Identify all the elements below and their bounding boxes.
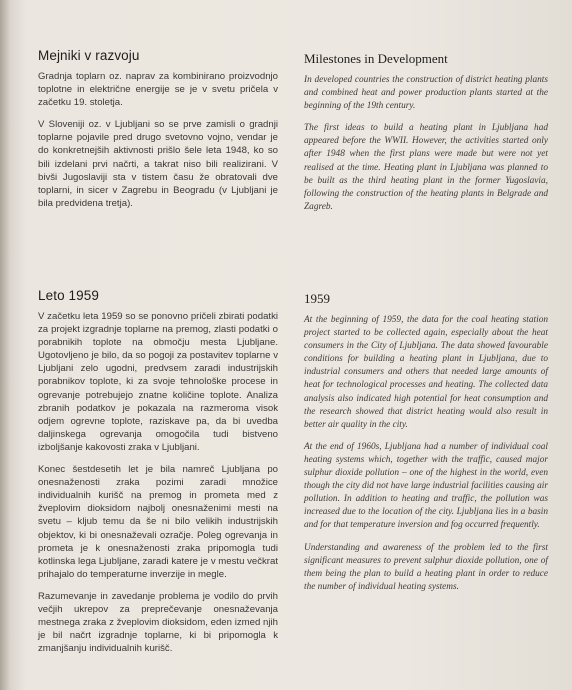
section-1959-en <box>304 288 548 603</box>
english-column <box>304 48 548 592</box>
slovenian-column <box>38 48 278 655</box>
pollution-paragraph-en: At the end of 1960s, Ljubljana had a number of individual coal heating systems which, together with the traffic, caused major sulphur dioxide pollution – one of the highest in the world, even though the city did not have large industrial facilities causing air pollution. In addition to heating and traffic, the pollution was increased due to the location of the city. Ljubljana lies in a basin and for that temperature inversion and fog occurred frequently. <box>304 441 548 531</box>
measures-paragraph-sl: Razumevanje in zavedanje problema je vodilo do prvih večjih ukrepov za preprečevanje onesnaževanja mestnega zraka z žveplovim dioksidom, eden izmed njih je bil načrt izgradnje toplarne, ki bi pripomogla k zmanjšanju individualnih kurišč. <box>38 590 278 655</box>
section-1959-sl <box>38 288 278 664</box>
measures-paragraph-en: Understanding and awareness of the problem led to the first significant measures to prevent sulphur dioxide pollution, one of them being the plan to build a heating plant in order to reduce the number of individual heating systems. <box>304 542 548 592</box>
year-heading-en: 1959 <box>304 291 330 306</box>
pollution-paragraph-sl: Konec šestdesetih let je bila namreč Ljubljana po onesnaženosti zraka pozimi zaradi množice individualnih kurišč na premog in prometa med z žveplovim dioksidom najbolj onesnaženimi mesti na svetu – kljub temu da še ni bilo velikih industrijskih objektov, ki bi onesnaževali ozračje. Poleg ogrevanja in prometa je k onesnaženosti zraka pripomogla tudi kotlinska lega Ljubljane, zaradi katere je v mestu večkrat prihajalo do temperaturne inverzije in megle. <box>38 464 278 580</box>
year-heading-sl: Leto 1959 <box>38 288 99 303</box>
milestones-heading-en: Milestones in Development <box>304 51 448 66</box>
intro-paragraph-sl: Gradnja toplarn oz. naprav za kombinirano proizvodnjo toplotne in električne energije se je v svetu pričela v začetku 19. stoletja. <box>38 71 278 109</box>
milestones-heading-sl: Mejniki v razvoju <box>38 48 140 63</box>
early-plans-paragraph-en: The first ideas to build a heating plant in Ljubljana had appeared before the WWII. However, the activities started only after 1948 when the first plans were made but were not yet realised at the time. Heating plant in Ljubljana was planned to be built as the third heating plant in the former Yugoslavia, following the construction of the heating plants in Belgrade and Zagreb. <box>304 123 548 212</box>
early-plans-paragraph-sl: V Sloveniji oz. v Ljubljani so se prve zamisli o gradnji toplarne pojavile pred drugo svetovno vojno, vendar je do konkretnejših aktivnosti prišlo šele leta 1948, ko so bili izdelani prvi načrti, a takrat niso bili realizirani. V bivši Jugoslaviji sta v tistem času že obratovali dve toplarni, in sicer v Zagrebu in Beogradu (v Ljubljani je bila predvidena tretja). <box>38 119 278 209</box>
data-collection-paragraph-en: At the beginning of 1959, the data for the coal heating station project started to be collected again, especially about the heat consumers in the City of Ljubljana. The data showed favourable conditions for building a heating plant in Ljubljana, due to industrial consumers and others that needed large amounts of heat for technological processes and heating. The collected data analysis also indicated high potential for heat consumption and the research showed that district heating would also result in better air quality in the city. <box>304 315 548 430</box>
intro-paragraph-en: In developed countries the construction of district heating plants and combined heat and power production plants started at the beginning of the 19th century. <box>304 75 548 112</box>
data-collection-paragraph-sl: V začetku leta 1959 so se ponovno pričeli zbirati podatki za projekt izgradnje toplarne na premog, zlasti podatki o porabnikih toplote na območju mesta Ljubljane. Ugotovljeno je bilo, da so pogoji za postavitev toplarne v Ljubljani zelo ugodni, predvsem zaradi industrijskih porabnikov toplote, ki za svoje tehnološke procese in ogrevanje potrebujejo znatne količine toplote. Analiza zbranih podatkov je pokazala na razmeroma visok odjem ogrevne toplote, raziskave pa, da bi uvedba daljinskega ogrevanja omogočila tudi bistveno izboljšanje kakovosti zraka v Ljubljani. <box>38 311 278 453</box>
